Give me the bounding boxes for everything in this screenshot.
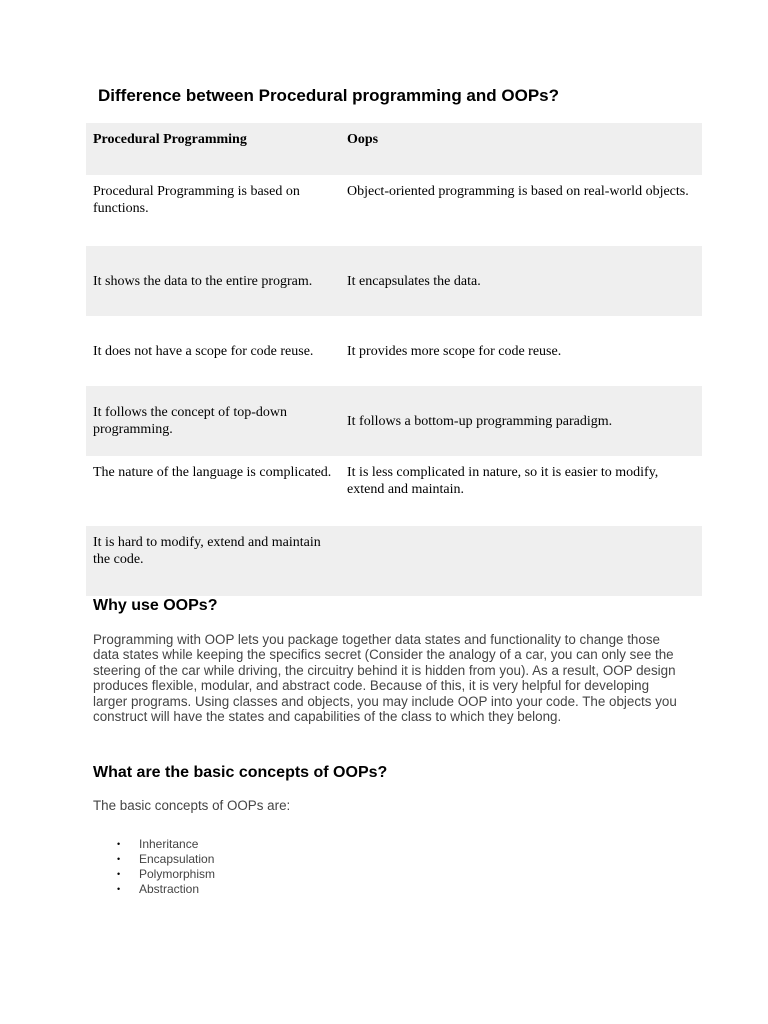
bullet-icon: • xyxy=(117,854,121,864)
table-row xyxy=(86,526,702,596)
table-cell-procedural: It does not have a scope for code reuse. xyxy=(93,343,314,359)
list-item-label: Encapsulation xyxy=(139,852,215,866)
list-item-label: Abstraction xyxy=(139,882,200,896)
table-row xyxy=(86,386,702,456)
list-item-label: Polymorphism xyxy=(139,867,216,881)
table-row xyxy=(86,316,702,386)
table-cell-oops: It is less complicated in nature, so it is easier to modify, extend and maintain. xyxy=(347,465,659,497)
table-header-row xyxy=(86,123,702,175)
table-cell-procedural: Procedural Programming is based on functions. xyxy=(93,184,300,216)
column-header-oops: Oops xyxy=(347,132,379,147)
table-cell-procedural: The nature of the language is complicated. xyxy=(93,465,332,480)
table-row xyxy=(86,456,702,526)
comparison-table xyxy=(86,123,702,596)
list-item xyxy=(112,867,215,882)
table-cell-oops: It encapsulates the data. xyxy=(347,273,481,289)
list-item-label: Inheritance xyxy=(139,837,199,851)
basic-concepts-heading: What are the basic concepts of OOPs? xyxy=(93,764,388,781)
why-oops-paragraph: Programming with OOP lets you package together data states and functionality to change those data states while keeping the specifics secret (Consider the analogy of a car, you can only see the steering of the car while driving, the circuitry behind it is hidden from you). As a result, OOP design produces flexible, modular, and abstract code. Because of this, it is very helpful for developing larger programs. Using classes and objects, you may include OOP into your code. The objects you construct will have the states and capabilities of the class to which they belong. xyxy=(93,632,677,725)
table-cell-oops: It follows a bottom-up programming paradigm. xyxy=(347,413,613,429)
basic-concepts-intro: The basic concepts of OOPs are: xyxy=(93,798,291,813)
table-cell-procedural: It is hard to modify, extend and maintain the code. xyxy=(93,535,321,567)
column-header-procedural: Procedural Programming xyxy=(93,132,247,147)
list-item xyxy=(112,852,215,867)
table-cell-procedural: It follows the concept of top-down programming. xyxy=(93,405,288,437)
concepts-list xyxy=(112,837,215,897)
table-cell-oops: Object-oriented programming is based on real-world objects. xyxy=(347,184,689,199)
table-row xyxy=(86,246,702,316)
table-row xyxy=(86,175,702,246)
table-cell-procedural: It shows the data to the entire program. xyxy=(93,273,313,289)
table-cell-oops: It provides more scope for code reuse. xyxy=(347,343,562,359)
bullet-icon: • xyxy=(117,869,121,879)
list-item xyxy=(112,882,215,897)
list-item xyxy=(112,837,215,852)
bullet-icon: • xyxy=(117,884,121,894)
why-oops-heading: Why use OOPs? xyxy=(93,597,218,614)
page-title: Difference between Procedural programming and OOPs? xyxy=(98,86,559,105)
table-cell-oops xyxy=(340,526,702,596)
bullet-icon: • xyxy=(117,839,121,849)
